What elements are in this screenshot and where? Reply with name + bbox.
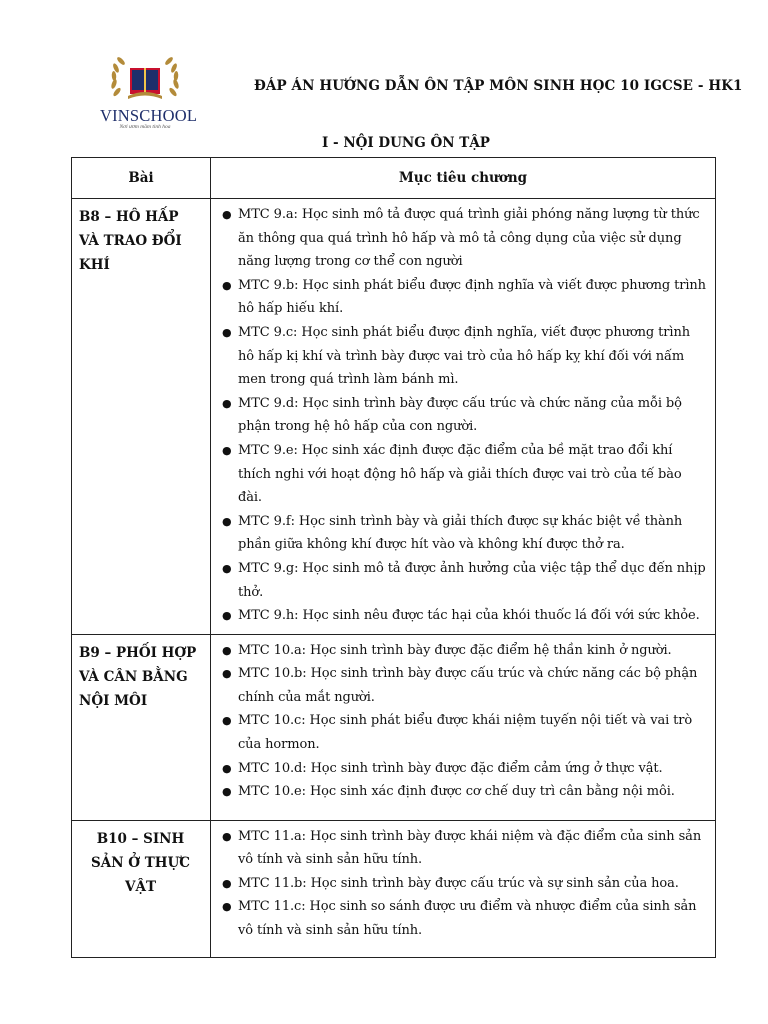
objective-text: MTC 9.h: Học sinh nêu được tác hại của khói thuốc lá đối với sức khỏe. xyxy=(238,608,700,624)
bullet-icon: ● xyxy=(222,643,232,657)
lesson-cell: B9 – PHỐI HỢP VÀ CÂN BẰNG NỘI MÔI xyxy=(72,634,211,820)
logo-tagline: Nơi ươm mầm tinh hoa xyxy=(119,124,171,130)
vinschool-logo xyxy=(100,52,198,132)
bullet-icon: ● xyxy=(222,761,232,775)
document-title: ĐÁP ÁN HƯỚNG DẪN ÔN TẬP MÔN SINH HỌC 10 IGCSE - HK1 xyxy=(254,78,743,94)
list-item xyxy=(219,392,709,439)
column-header-lesson: Bài xyxy=(72,158,211,199)
review-content-table xyxy=(71,157,716,958)
objective-text: MTC 9.g: Học sinh mô tả được ảnh hưởng của việc tập thể dục đến nhịp thở. xyxy=(238,560,706,600)
objectives-cell xyxy=(211,820,716,957)
table-row xyxy=(72,199,716,635)
lesson-cell: B10 – SINH SẢN Ở THỰC VẬT xyxy=(72,820,211,957)
table-row xyxy=(72,634,716,820)
bullet-icon: ● xyxy=(222,396,232,410)
section-heading: I - NỘI DUNG ÔN TẬP xyxy=(322,135,490,151)
objective-text: MTC 9.b: Học sinh phát biểu được định nghĩa và viết được phương trình hô hấp hiếu khí. xyxy=(238,277,706,317)
objectives-list xyxy=(219,825,709,943)
bullet-icon: ● xyxy=(222,561,232,575)
bullet-icon: ● xyxy=(222,609,232,623)
list-item xyxy=(219,557,709,604)
bullet-icon: ● xyxy=(222,208,232,221)
list-item xyxy=(219,872,709,896)
objective-text: MTC 9.d: Học sinh trình bày được cấu trúc và chức năng của mỗi bộ phận trong hệ hô hấp của con người. xyxy=(238,395,682,435)
bullet-icon: ● xyxy=(222,714,232,728)
lesson-cell: B8 – HÔ HẤP VÀ TRAO ĐỔI KHÍ xyxy=(72,199,211,635)
bullet-icon: ● xyxy=(222,900,232,914)
objective-text: MTC 10.d: Học sinh trình bày được đặc điểm cảm ứng ở thực vật. xyxy=(238,760,663,776)
laurel-book-emblem-icon xyxy=(108,52,182,108)
objective-text: MTC 10.b: Học sinh trình bày được cấu trúc và chức năng các bộ phận chính của mắt người. xyxy=(238,666,698,705)
table-row xyxy=(72,820,716,957)
objective-text: MTC 9.a: Học sinh mô tả được quá trình giải phóng năng lượng từ thức ăn thông qua quá trình hô hấp và mô tả công dụng của việc sử dụng năng lượng trong cơ thể con người xyxy=(238,207,700,270)
list-item xyxy=(219,604,709,628)
list-item xyxy=(219,274,709,321)
bullet-icon: ● xyxy=(222,278,232,292)
list-item xyxy=(219,510,709,557)
objective-text: MTC 11.c: Học sinh so sánh được ưu điểm và nhược điểm của sinh sản vô tính và sinh sản hữu tính. xyxy=(238,899,697,939)
bullet-icon: ● xyxy=(222,667,232,681)
objective-text: MTC 11.a: Học sinh trình bày được khái niệm và đặc điểm của sinh sản vô tính và sinh sản hữu tính. xyxy=(238,828,702,868)
list-item xyxy=(219,709,709,756)
objective-text: MTC 10.c: Học sinh phát biểu được khái niệm tuyến nội tiết và vai trò của hormon. xyxy=(238,713,693,753)
bullet-icon: ● xyxy=(222,876,232,890)
objective-text: MTC 9.e: Học sinh xác định được đặc điểm của bề mặt trao đổi khí thích nghi với hoạt động hô hấp và giải thích được vai trò của tế bào đài. xyxy=(238,442,682,506)
objective-text: MTC 11.b: Học sinh trình bày được cấu trúc và sự sinh sản của hoa. xyxy=(238,875,679,891)
bullet-icon: ● xyxy=(222,829,232,843)
list-item xyxy=(219,780,709,804)
list-item xyxy=(219,439,709,510)
objectives-list xyxy=(219,203,709,628)
list-item xyxy=(219,662,709,709)
objective-text: MTC 9.f: Học sinh trình bày và giải thích được sự khác biệt về thành phần giữa không khí được hít vào và không khí được thở ra. xyxy=(238,513,683,553)
objective-text: MTC 9.c: Học sinh phát biểu được định nghĩa, viết được phương trình hô hấp kị khí và trình bày được vai trò của hô hấp kỵ khí đối với nấm men trong quá trình làm bánh mì. xyxy=(238,324,691,388)
list-item xyxy=(219,203,709,274)
objectives-cell xyxy=(211,199,716,635)
bullet-icon: ● xyxy=(222,325,232,339)
objectives-list xyxy=(219,639,709,804)
list-item xyxy=(219,895,709,942)
objective-text: MTC 10.e: Học sinh xác định được cơ chế duy trì cân bằng nội môi. xyxy=(238,784,675,800)
bullet-icon: ● xyxy=(222,514,232,528)
column-header-objectives: Mục tiêu chương xyxy=(211,158,716,199)
bullet-icon: ● xyxy=(222,443,232,457)
objectives-cell xyxy=(211,634,716,820)
table-header-row xyxy=(72,158,716,199)
list-item xyxy=(219,825,709,872)
bullet-icon: ● xyxy=(222,785,232,799)
list-item xyxy=(219,639,709,663)
objective-text: MTC 10.a: Học sinh trình bày được đặc điểm hệ thần kinh ở người. xyxy=(238,642,672,658)
list-item xyxy=(219,757,709,781)
list-item xyxy=(219,321,709,392)
logo-wordmark: VINSCHOOL xyxy=(100,106,198,125)
